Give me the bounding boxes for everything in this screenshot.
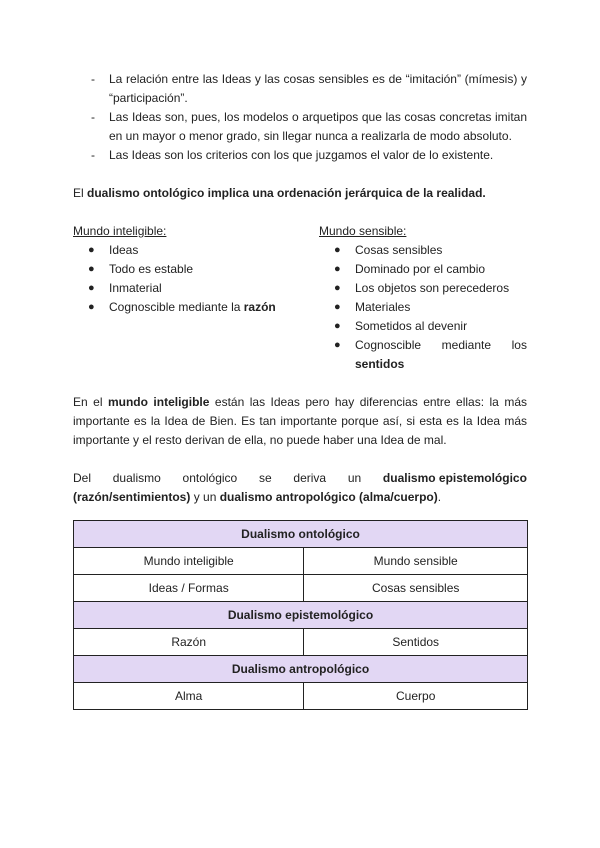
worlds-columns <box>73 222 527 374</box>
dualism-table <box>73 520 528 710</box>
list-item: ● Sometidos al devenir <box>334 319 468 333</box>
table-header-anthropological: Dualismo antropológico <box>74 656 528 683</box>
list-item: ● Cognoscible mediante la razón <box>88 300 276 314</box>
paragraph-derivation: Del dualismo ontológico se deriva un dualismo epistemológico (razón/sentimientos) y un dualismo antropológico (alma/cuerpo). <box>73 471 527 504</box>
list-item: ● Materiales <box>334 300 411 314</box>
dualism-sentence: El dualismo ontológico implica una ordenación jerárquica de la realidad. <box>73 186 486 200</box>
paragraph-intelligible: En el mundo inteligible están las Ideas pero hay diferencias entre ellas: la más importante es la Idea de Bien. Es tan importante porque así, si esta es la Idea más importante y el resto derivan de ella, no puede haber una Idea de mal. <box>73 395 527 447</box>
table-header-ontological: Dualismo ontológico <box>74 521 528 548</box>
table-row: Mundo inteligible Mundo sensible <box>74 548 528 575</box>
document-page <box>73 70 527 710</box>
table-header-epistemological: Dualismo epistemológico <box>74 602 528 629</box>
list-item: ● Todo es estable <box>88 262 194 276</box>
list-item: ● Dominado por el cambio <box>334 262 486 276</box>
list-item: ● Ideas <box>88 243 139 257</box>
table-row: Alma Cuerpo <box>74 683 528 710</box>
intelligible-column <box>73 222 319 374</box>
table-row: Ideas / Formas Cosas sensibles <box>74 575 528 602</box>
sensible-column <box>319 222 527 374</box>
sensible-title: Mundo sensible: <box>319 224 407 238</box>
list-item: - Las Ideas son los criterios con los que juzgamos el valor de lo existente. <box>91 148 494 162</box>
table-row: Razón Sentidos <box>74 629 528 656</box>
list-item: - La relación entre las Ideas y las cosas sensibles es de “imitación” (mímesis) y “participación”. <box>91 72 527 105</box>
list-item: - Las Ideas son, pues, los modelos o arquetipos que las cosas concretas imitan en un mayor o menor grado, sin llegar nunca a realizarla de modo absoluto. <box>91 110 527 143</box>
list-item: ● Los objetos son perecederos <box>334 281 510 295</box>
list-item: ● Cosas sensibles <box>334 243 443 257</box>
intelligible-title: Mundo inteligible: <box>73 224 167 238</box>
list-item: ● Inmaterial <box>88 281 162 295</box>
list-item: ● Cognoscible mediante los sentidos <box>334 338 527 371</box>
intro-list <box>73 70 527 165</box>
